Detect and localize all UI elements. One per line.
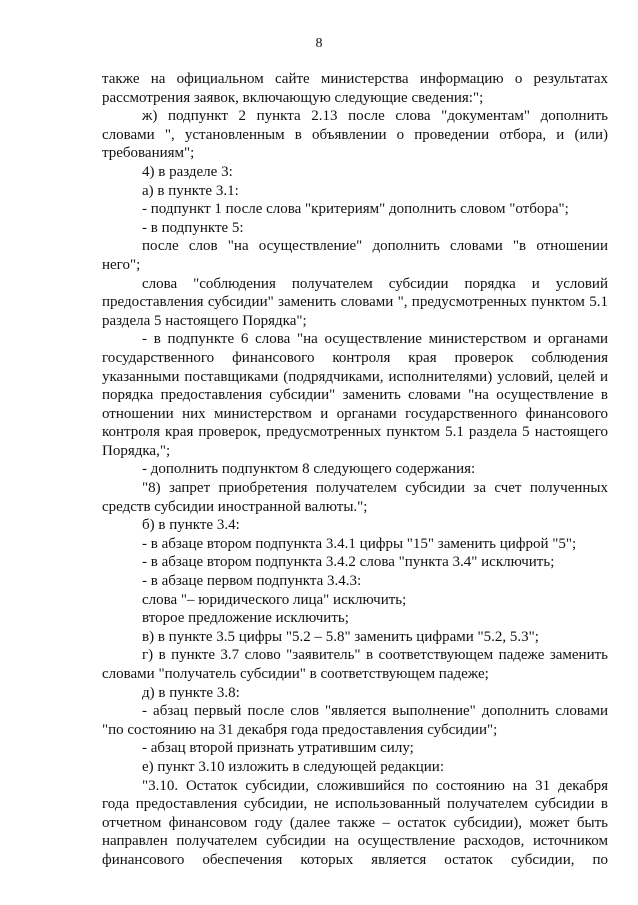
text-line: года предоставления субсидии, не использованный получателем субсидии в: [102, 796, 608, 813]
text-line: слова "– юридического лица" исключить;: [142, 591, 407, 608]
text-line: Порядка,";: [102, 442, 171, 459]
text-line: отношении них министерством и органами государственного финансового: [102, 405, 608, 422]
text-line: - подпункт 1 после слова "критериям" дополнить словом "отбора";: [142, 201, 569, 218]
text-line: второе предложение исключить;: [142, 610, 349, 627]
text-line: словами "получатель субсидии" в соответствующем падеже;: [102, 666, 489, 682]
text-line: порядка предоставления субсидии" заменить словами "на осуществление в: [102, 387, 608, 404]
text-line: в) в пункте 3.5 цифры "5.2 – 5.8" заменить цифрами "5.2, 5.3";: [142, 628, 539, 645]
text-line: после слов "на осуществление" дополнить словами "в отношении: [142, 238, 608, 255]
text-line: отчетном финансовом году (далее также – остаток субсидии), может быть: [102, 814, 608, 831]
text-line: слова "соблюдения получателем субсидии порядка и условий: [142, 275, 608, 292]
text-line: д) в пункте 3.8:: [142, 684, 240, 701]
text-line: а) в пункте 3.1:: [142, 182, 239, 199]
text-line: - в абзаце втором подпункта 3.4.1 цифры "15" заменить цифрой "5";: [142, 535, 577, 552]
text-line: - дополнить подпунктом 8 следующего содержания:: [142, 461, 476, 478]
text-line: - в подпункте 5:: [142, 219, 244, 236]
text-line: г) в пункте 3.7 слово "заявитель" в соответствующем падеже заменить: [142, 647, 608, 664]
text-line: - абзац первый после слов "является выполнение" дополнить словами: [142, 703, 608, 720]
text-line: "3.10. Остаток субсидии, сложившийся по состоянию на 31 декабря: [142, 777, 608, 794]
text-line: указанными поставщиками (подрядчиками, исполнителями) условий, целей и: [102, 368, 608, 385]
text-line: - в абзаце первом подпункта 3.4.3:: [142, 573, 362, 590]
text-line: словами ", установленным в объявлении о проведении отбора, и (или): [102, 126, 608, 143]
text-line: "по состоянию на 31 декабря года предоставления субсидии";: [102, 721, 498, 738]
document-body: [102, 70, 608, 870]
text-line: требованиям";: [102, 145, 195, 162]
text-line: 4) в разделе 3:: [142, 163, 233, 180]
text-line: направлен получателем субсидии на осуществление расходов, источником: [102, 833, 608, 850]
text-line: - в абзаце втором подпункта 3.4.2 слова "пункта 3.4" исключить;: [142, 554, 555, 571]
text-line: финансового обеспечения которых является остаток субсидии, по: [102, 851, 608, 868]
text-line: е) пункт 3.10 изложить в следующей редакции:: [142, 758, 444, 775]
text-line: ж) подпункт 2 пункта 2.13 после слова "документам" дополнить: [142, 108, 608, 125]
text-line: - в подпункте 6 слова "на осуществление министерством и органами: [142, 331, 608, 348]
text-line: контроля края проверок, предусмотренных пунктом 5.1 раздела 5 настоящего: [102, 424, 608, 441]
text-line: "8) запрет приобретения получателем субсидии за счет полученных: [142, 480, 608, 497]
text-line: б) в пункте 3.4:: [142, 517, 240, 534]
text-line: предоставления субсидии" заменить словами ", предусмотренных пунктом 5.1: [102, 294, 608, 311]
text-line: рассмотрения заявок, включающую следующие сведения:";: [102, 89, 484, 106]
text-line: также на официальном сайте министерства информацию о результатах: [102, 71, 608, 87]
text-line: - абзац второй признать утратившим силу;: [142, 740, 414, 757]
text-line: раздела 5 настоящего Порядка";: [102, 312, 307, 329]
text-line: государственного финансового контроля края проверок соблюдения: [102, 349, 608, 366]
page-number: 8: [315, 36, 323, 51]
text-line: средств субсидии иностранной валюты.";: [102, 498, 368, 515]
text-line: него";: [102, 256, 141, 273]
